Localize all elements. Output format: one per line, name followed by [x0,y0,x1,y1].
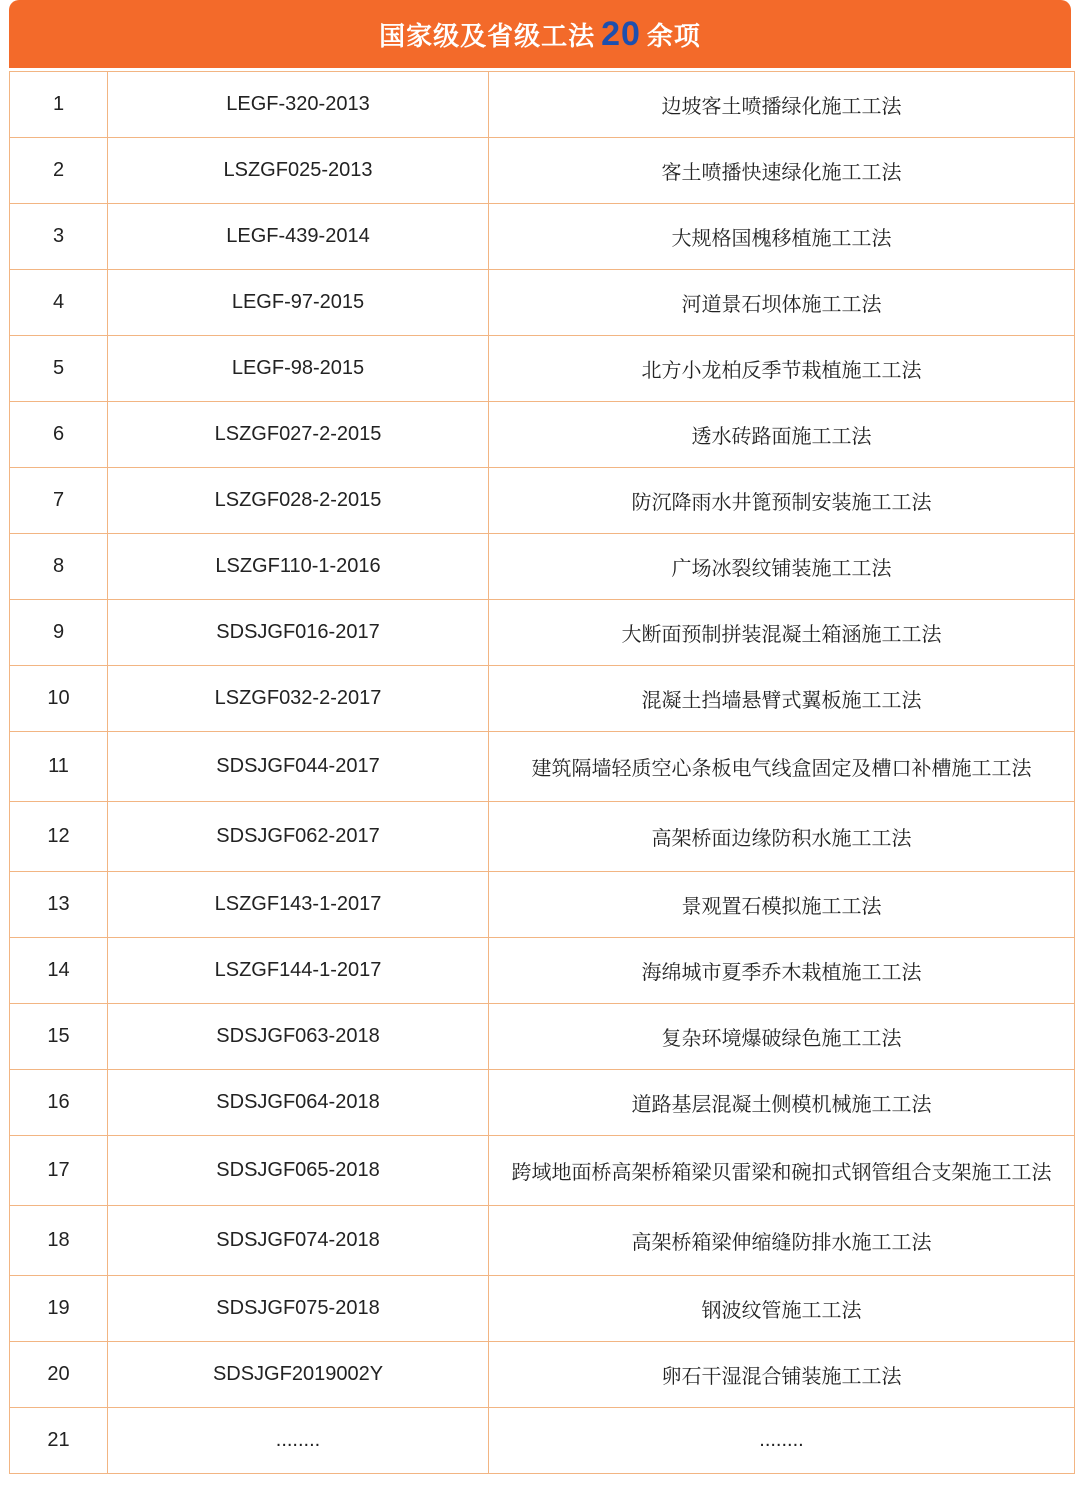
methods-panel [9,0,1071,1474]
title-number: 20 [601,14,641,53]
method-code-cell: SDSJGF063-2018 [108,1004,489,1070]
table-row [10,732,1075,802]
table-header-banner [9,0,1071,68]
method-code-cell: LSZGF032-2-2017 [108,666,489,732]
table-row [10,138,1075,204]
method-code-cell: LSZGF144-1-2017 [108,938,489,1004]
row-number-cell: 7 [10,468,108,534]
method-name-cell: 道路基层混凝土侧模机械施工工法 [489,1070,1075,1136]
method-code-cell: SDSJGF065-2018 [108,1136,489,1206]
row-number-cell: 14 [10,938,108,1004]
table-row [10,336,1075,402]
table-row [10,402,1075,468]
row-number-cell: 16 [10,1070,108,1136]
method-name-cell: 复杂环境爆破绿色施工工法 [489,1004,1075,1070]
row-number-cell: 8 [10,534,108,600]
method-code-cell: LEGF-439-2014 [108,204,489,270]
method-code-cell: LSZGF143-1-2017 [108,872,489,938]
table-row [10,1206,1075,1276]
table-row [10,204,1075,270]
method-code-cell: LSZGF027-2-2015 [108,402,489,468]
method-name-cell: 钢波纹管施工工法 [489,1276,1075,1342]
table-row [10,802,1075,872]
row-number-cell: 18 [10,1206,108,1276]
method-name-cell: 高架桥面边缘防积水施工工法 [489,802,1075,872]
table-row [10,1136,1075,1206]
row-number-cell: 6 [10,402,108,468]
method-name-cell: 河道景石坝体施工工法 [489,270,1075,336]
row-number-cell: 17 [10,1136,108,1206]
method-code-cell: ........ [108,1408,489,1474]
row-number-cell: 2 [10,138,108,204]
table-row [10,270,1075,336]
method-code-cell: LSZGF028-2-2015 [108,468,489,534]
method-name-cell: ........ [489,1408,1075,1474]
method-code-cell: SDSJGF044-2017 [108,732,489,802]
method-code-cell: SDSJGF2019002Y [108,1342,489,1408]
method-code-cell: SDSJGF064-2018 [108,1070,489,1136]
method-name-cell: 边坡客土喷播绿化施工工法 [489,72,1075,138]
row-number-cell: 3 [10,204,108,270]
method-name-cell: 高架桥箱梁伸缩缝防排水施工工法 [489,1206,1075,1276]
row-number-cell: 20 [10,1342,108,1408]
method-name-cell: 建筑隔墙轻质空心条板电气线盒固定及槽口补槽施工工法 [489,732,1075,802]
method-code-cell: SDSJGF062-2017 [108,802,489,872]
row-number-cell: 1 [10,72,108,138]
table-row [10,666,1075,732]
table-row [10,600,1075,666]
method-code-cell: LEGF-320-2013 [108,72,489,138]
table-row [10,1342,1075,1408]
table-row [10,938,1075,1004]
method-code-cell: SDSJGF075-2018 [108,1276,489,1342]
title-prefix: 国家级及省级工法 [379,20,596,51]
method-name-cell: 海绵城市夏季乔木栽植施工工法 [489,938,1075,1004]
row-number-cell: 5 [10,336,108,402]
method-code-cell: LSZGF025-2013 [108,138,489,204]
methods-table [9,71,1075,1474]
table-row [10,1070,1075,1136]
title-suffix: 余项 [646,20,701,51]
row-number-cell: 15 [10,1004,108,1070]
row-number-cell: 13 [10,872,108,938]
table-row [10,1004,1075,1070]
method-name-cell: 大断面预制拼装混凝土箱涵施工工法 [489,600,1075,666]
method-code-cell: SDSJGF016-2017 [108,600,489,666]
method-code-cell: LEGF-98-2015 [108,336,489,402]
table-row [10,534,1075,600]
table-row [10,1276,1075,1342]
method-name-cell: 大规格国槐移植施工工法 [489,204,1075,270]
method-name-cell: 客土喷播快速绿化施工工法 [489,138,1075,204]
row-number-cell: 4 [10,270,108,336]
method-code-cell: LEGF-97-2015 [108,270,489,336]
row-number-cell: 21 [10,1408,108,1474]
row-number-cell: 19 [10,1276,108,1342]
method-name-cell: 广场冰裂纹铺装施工工法 [489,534,1075,600]
method-name-cell: 卵石干湿混合铺装施工工法 [489,1342,1075,1408]
method-name-cell: 景观置石模拟施工工法 [489,872,1075,938]
row-number-cell: 11 [10,732,108,802]
method-code-cell: LSZGF110-1-2016 [108,534,489,600]
table-row [10,872,1075,938]
row-number-cell: 10 [10,666,108,732]
table-row [10,1408,1075,1474]
method-code-cell: SDSJGF074-2018 [108,1206,489,1276]
method-name-cell: 北方小龙柏反季节栽植施工工法 [489,336,1075,402]
method-name-cell: 跨域地面桥高架桥箱梁贝雷梁和碗扣式钢管组合支架施工工法 [489,1136,1075,1206]
method-name-cell: 混凝土挡墙悬臂式翼板施工工法 [489,666,1075,732]
row-number-cell: 12 [10,802,108,872]
table-row [10,468,1075,534]
method-name-cell: 防沉降雨水井篦预制安装施工工法 [489,468,1075,534]
row-number-cell: 9 [10,600,108,666]
table-row [10,72,1075,138]
method-name-cell: 透水砖路面施工工法 [489,402,1075,468]
